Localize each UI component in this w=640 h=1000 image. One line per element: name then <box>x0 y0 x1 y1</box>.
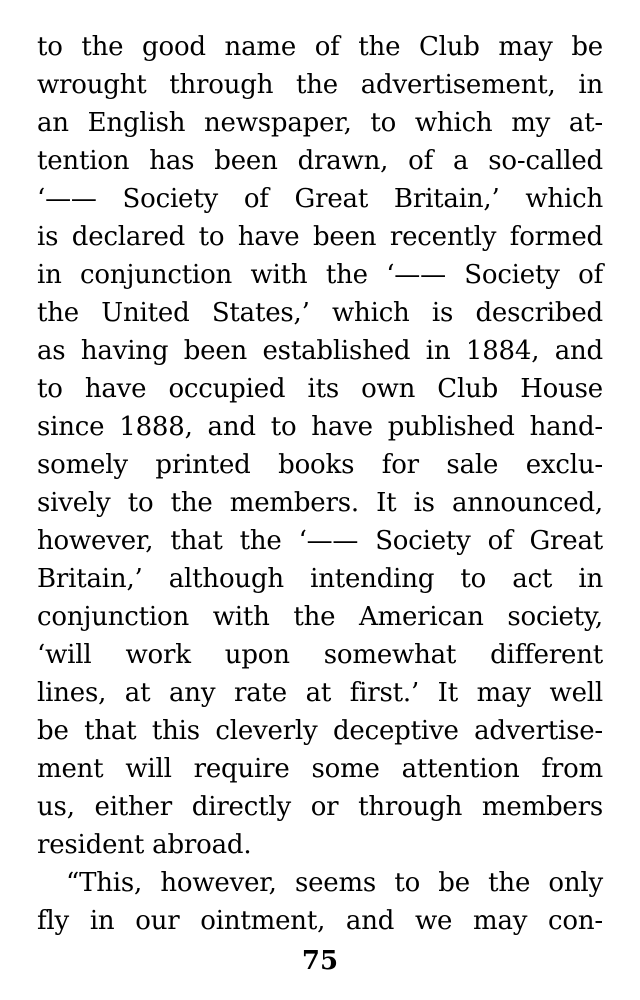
text-line: lines, at any rate at first.’ It may well <box>37 678 603 708</box>
text-line: however, that the ‘—— Society of Great <box>37 526 603 556</box>
text-line: in conjunction with the ‘—— Society of <box>37 260 603 290</box>
text-line: to have occupied its own Club House <box>37 374 603 404</box>
page-number: 75 <box>301 946 339 976</box>
text-line: ‘—— Society of Great Britain,’ which <box>37 184 603 214</box>
text-line: wrought through the advertisement, in <box>37 70 603 100</box>
text-line: ‘will work upon somewhat different <box>37 640 603 670</box>
text-line: conjunction with the American society, <box>37 602 603 632</box>
text-line: be that this cleverly deceptive advertise- <box>37 716 603 746</box>
text-line: somely printed books for sale exclu- <box>37 450 603 480</box>
text-line: an English newspaper, to which my at- <box>37 108 603 138</box>
text-line: ment will require some attention from <box>37 754 603 784</box>
text-line: to the good name of the Club may be <box>37 32 603 62</box>
text-line: “This, however, seems to be the only <box>66 868 603 898</box>
text-line: sively to the members. It is announced, <box>37 488 603 518</box>
text-line: tention has been drawn, of a so-called <box>37 146 603 176</box>
text-line: us, either directly or through members <box>37 792 603 822</box>
text-line: Britain,’ although intending to act in <box>37 564 603 594</box>
text-line: fly in our ointment, and we may con- <box>37 906 603 936</box>
text-line: as having been established in 1884, and <box>37 336 603 366</box>
text-line: is declared to have been recently formed <box>37 222 603 252</box>
text-line: since 1888, and to have published hand- <box>37 412 603 442</box>
text-line: resident abroad. <box>37 830 252 860</box>
text-line: the United States,’ which is described <box>37 298 603 328</box>
